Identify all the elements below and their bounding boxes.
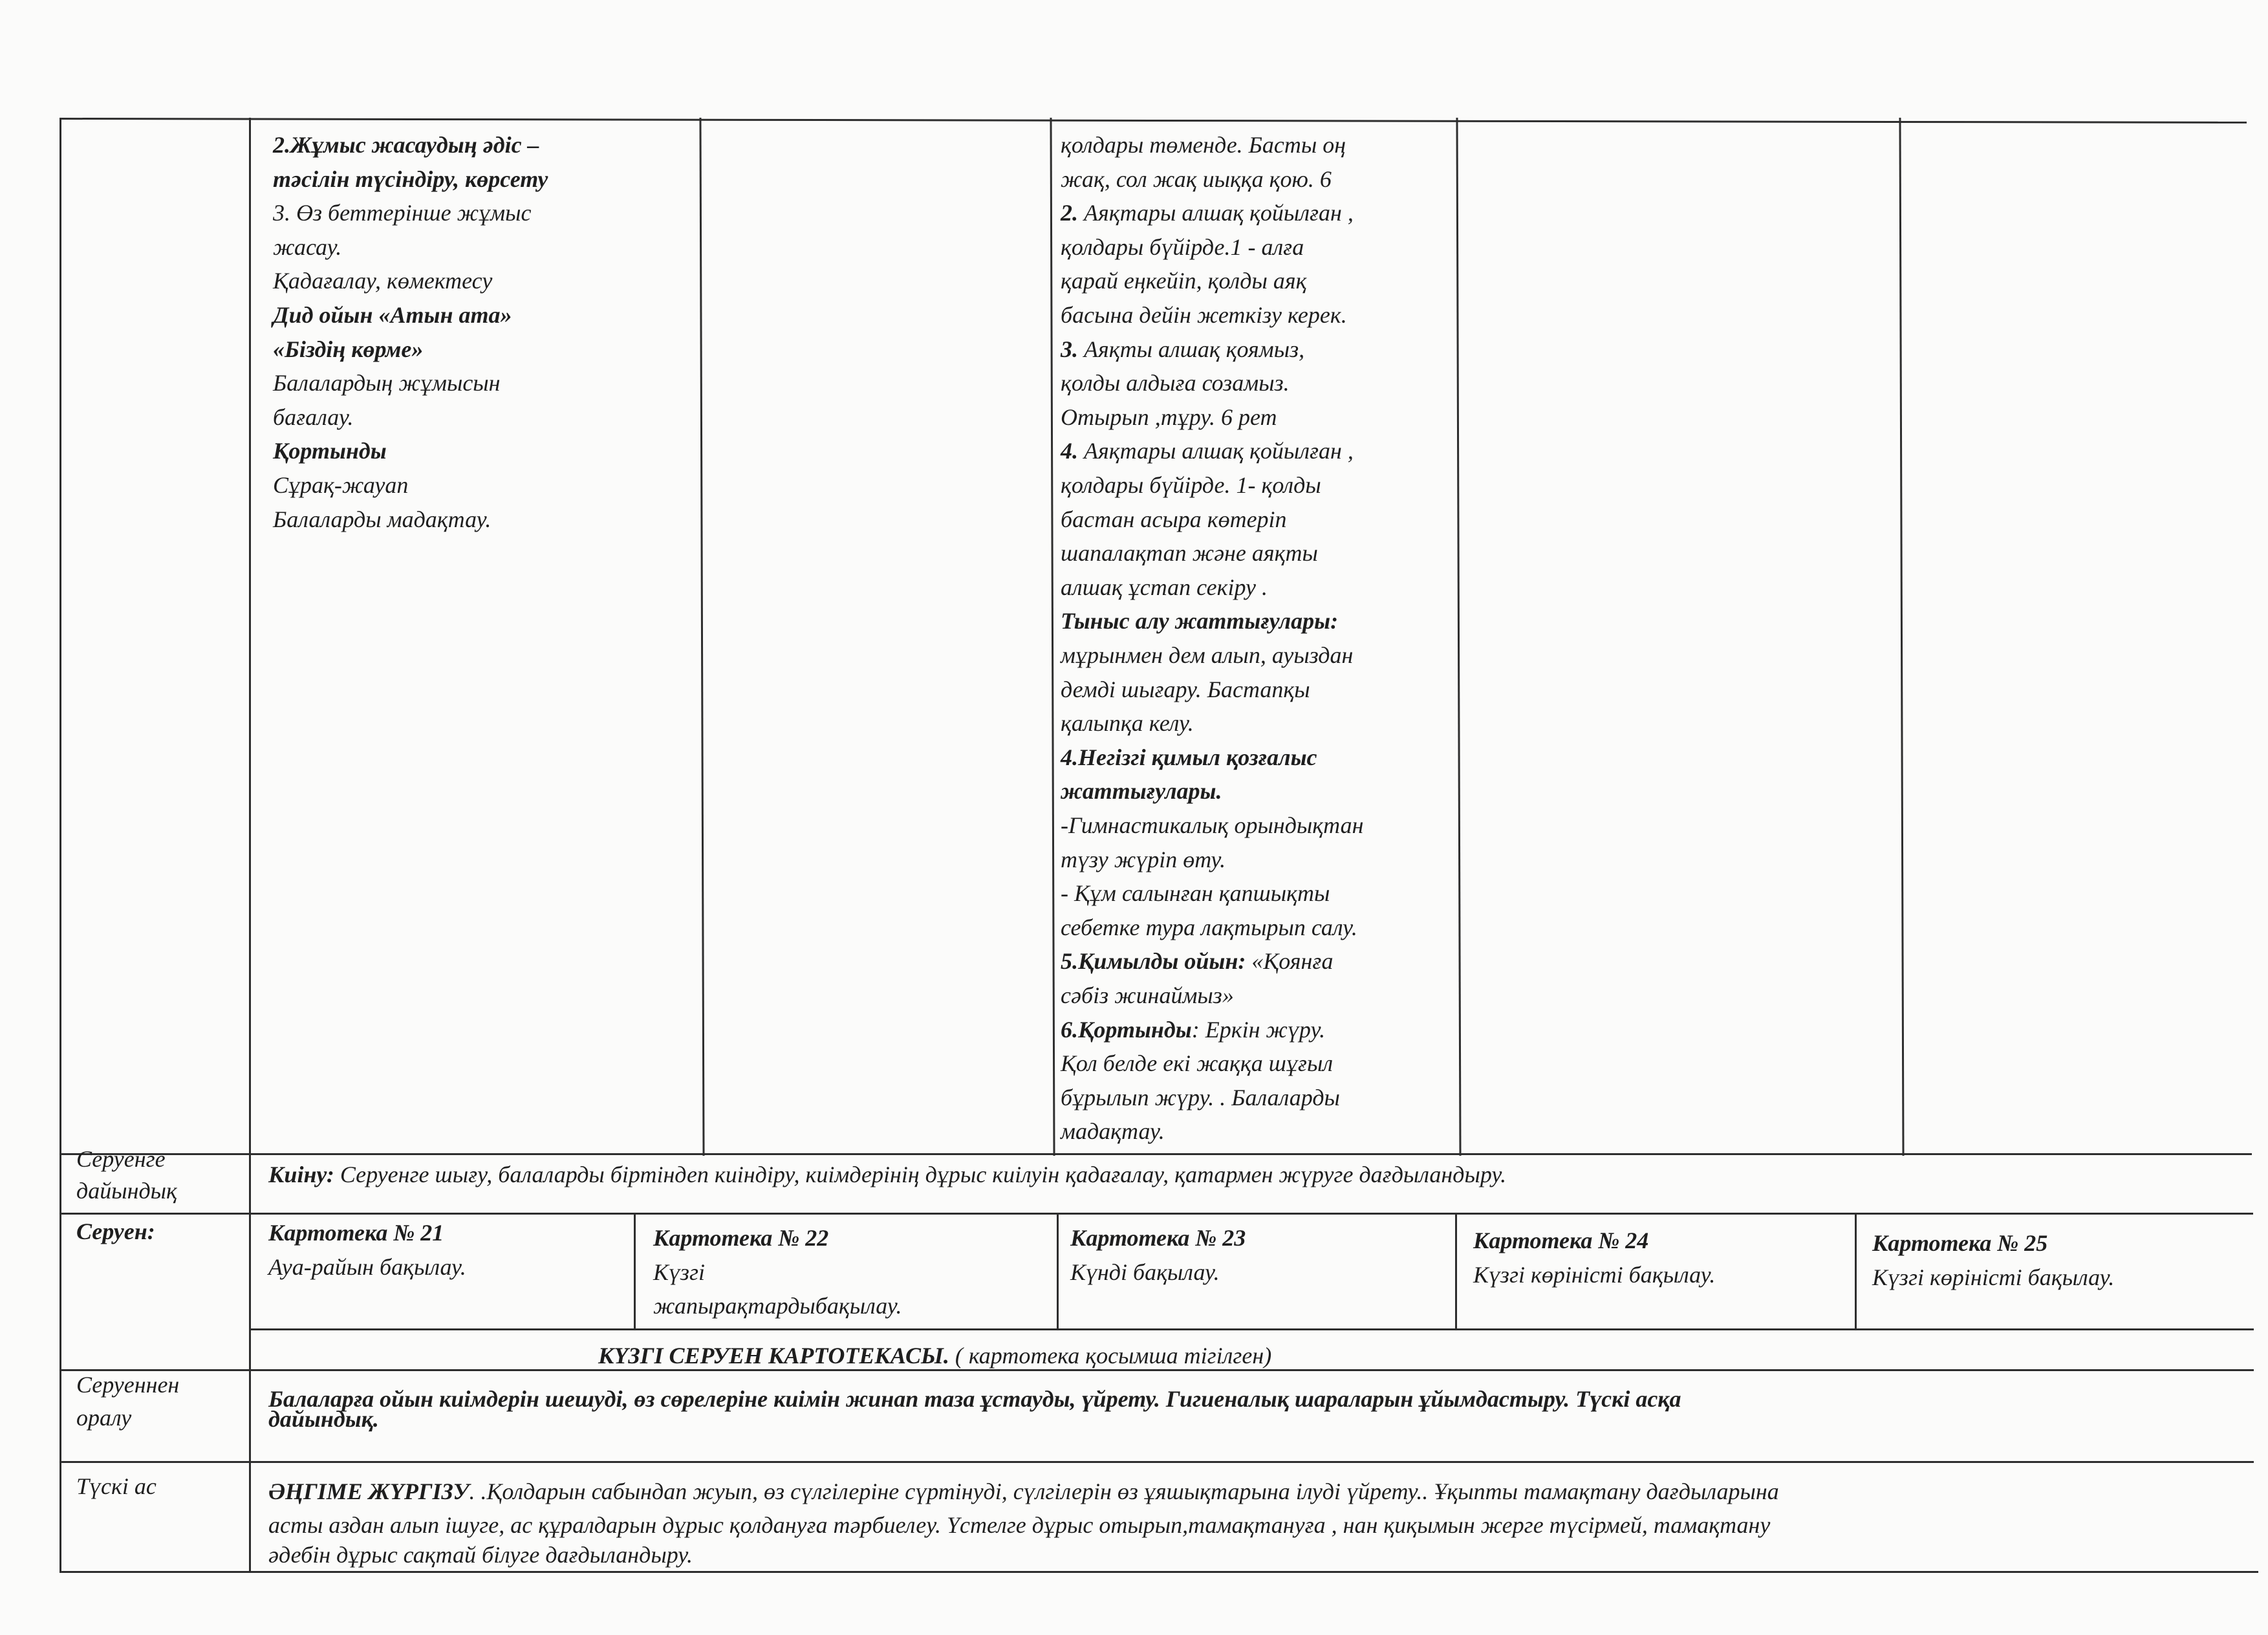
seruenge-rest: Серуенге шығу, балаларды біртіндеп киіндіру, киімдерінің дұрыс киілуін қадағалау, қатармен жүруге дағдыландыру. bbox=[334, 1162, 1507, 1187]
exercise-line-text: 6.Қортынды bbox=[1061, 1016, 1192, 1043]
seruen-label: Серуен: bbox=[76, 1218, 155, 1244]
card-23-title: Картотека № 23 bbox=[1070, 1225, 1246, 1251]
exercise-line bbox=[1061, 876, 1330, 911]
activity-line-text: тәсілін түсіндіру, көрсету bbox=[273, 166, 548, 192]
activity-line bbox=[273, 503, 491, 537]
return-line-1: Балаларға ойын киімдерін шешуді, өз сөрелеріне киімін жинап таза ұстауды, үйрету. Гигиеналық шараларын ұйымдастыру. Түскі асқа bbox=[268, 1386, 1681, 1412]
exercise-line bbox=[1061, 706, 1194, 741]
card-22-line-1: Күзгі bbox=[653, 1259, 705, 1285]
exercise-line-text: қолдары төменде. Басты оң bbox=[1061, 132, 1346, 158]
exercise-line-rest: : Еркін жүру. bbox=[1191, 1016, 1326, 1043]
activity-line bbox=[273, 298, 512, 332]
exercise-line bbox=[1061, 400, 1277, 435]
upper-divider-1 bbox=[699, 118, 704, 1156]
lunch-bold: ӘҢГІМЕ ЖҮРГІЗУ bbox=[268, 1478, 470, 1504]
activity-line bbox=[273, 196, 531, 230]
row-line-lunch bbox=[59, 1461, 2254, 1463]
exercise-line bbox=[1061, 298, 1347, 332]
exercise-line bbox=[1061, 230, 1304, 265]
exercise-line-text: қарай еңкейіп, қолды аяқ bbox=[1061, 268, 1307, 294]
activity-line-text: «Біздің көрме» bbox=[273, 336, 424, 362]
exercise-line bbox=[1061, 979, 1234, 1013]
exercise-line-text: Тыныс алу жаттығулары: bbox=[1061, 608, 1339, 634]
row-line-seruen bbox=[59, 1213, 2253, 1215]
exercise-line bbox=[1061, 196, 1354, 230]
card-21 bbox=[268, 1216, 466, 1284]
return-label-2: оралу bbox=[76, 1405, 132, 1431]
seruen-divider-4 bbox=[1855, 1213, 1857, 1329]
exercise-line bbox=[1061, 774, 1222, 808]
upper-divider-2 bbox=[1050, 118, 1055, 1156]
upper-divider-4 bbox=[1899, 118, 1904, 1156]
activity-line bbox=[273, 434, 387, 468]
exercise-line-text: демді шығару. Бастапқы bbox=[1061, 676, 1310, 702]
activity-line-text: Қортынды bbox=[273, 438, 387, 464]
exercise-line-text: 3. bbox=[1061, 336, 1078, 362]
exercise-line bbox=[1061, 1114, 1165, 1149]
exercise-line-text: -Гимнастикалық орындықтан bbox=[1061, 812, 1364, 838]
exercise-line bbox=[1061, 673, 1310, 707]
exercise-line-text: 4.Негізгі қимыл қозғалыс bbox=[1061, 744, 1317, 770]
lunch-line-2: асты аздан алып ішуге, ас құралдарын дұрыс қолдануға тәрбиелеу. Үстелге дұрыс отырып,тамақтануға , нан қиқымын жерге түсірмей, тамақтану bbox=[268, 1512, 1771, 1538]
exercise-line-text: 2. bbox=[1061, 200, 1078, 226]
card-22-title: Картотека № 22 bbox=[653, 1225, 829, 1251]
row-line-seruen-inner bbox=[249, 1328, 2254, 1330]
exercise-line bbox=[1061, 332, 1304, 367]
activity-line-text: Балаларды мадақтау. bbox=[273, 506, 491, 532]
card-24-title: Картотека № 24 bbox=[1473, 1228, 1649, 1253]
exercise-line-text: мұрынмен дем алып, ауыздан bbox=[1061, 642, 1354, 668]
exercise-line bbox=[1061, 536, 1318, 570]
exercise-line-text: түзу жүріп өту. bbox=[1061, 846, 1226, 872]
exercise-line-text: шапалақтап және аяқты bbox=[1061, 540, 1318, 567]
exercise-line-rest: Аяқтары алшақ қойылған , bbox=[1078, 438, 1354, 464]
card-23-line: Күнді бақылау. bbox=[1070, 1259, 1220, 1285]
exercise-line bbox=[1061, 128, 1346, 162]
exercise-line-text: бастан асыра көтеріп bbox=[1061, 506, 1287, 532]
activity-line-text: Дид ойын «Атын ата» bbox=[273, 302, 512, 328]
exercise-line-rest: Аяқтары алшақ қойылған , bbox=[1078, 200, 1354, 226]
activity-line bbox=[273, 332, 423, 367]
exercise-line-text: қолдары бүйірде.1 - алға bbox=[1061, 233, 1304, 260]
exercise-line-text: жақ, сол жақ иыққа қою. 6 bbox=[1061, 166, 1332, 192]
seruenge-text bbox=[268, 1158, 1506, 1192]
activity-line-text: бағалау. bbox=[273, 404, 354, 430]
table-border-left bbox=[59, 118, 61, 1573]
exercise-line-text: 4. bbox=[1061, 438, 1078, 464]
lunch-line-3: әдебін дұрыс сақтай білуге дағдыландыру. bbox=[268, 1542, 693, 1568]
exercise-line bbox=[1061, 944, 1333, 979]
exercise-line bbox=[1061, 911, 1357, 945]
card-22-line-2: жапырақтардыбақылау. bbox=[653, 1293, 902, 1319]
exercise-line-text: басына дейін жеткізу керек. bbox=[1061, 302, 1347, 328]
seruen-footer bbox=[598, 1339, 1271, 1373]
exercise-line bbox=[1061, 366, 1290, 400]
activity-line bbox=[273, 366, 501, 400]
row-line-seruenge bbox=[59, 1153, 2252, 1155]
exercise-line bbox=[1061, 434, 1354, 468]
exercise-line-text: қолды алдыға созамыз. bbox=[1061, 370, 1290, 396]
exercise-line-text: - Құм салынған қапшықты bbox=[1061, 880, 1330, 907]
activity-line bbox=[273, 264, 492, 298]
activity-line-text: жасау. bbox=[273, 233, 342, 260]
card-24 bbox=[1473, 1224, 1715, 1292]
activity-line bbox=[273, 128, 539, 162]
activity-line-text: Балалардың жұмысын bbox=[273, 370, 501, 396]
exercise-line bbox=[1061, 264, 1306, 298]
exercise-line-rest: Аяқты алшақ қоямыз, bbox=[1078, 336, 1305, 362]
card-25 bbox=[1872, 1226, 2114, 1294]
exercise-line bbox=[1061, 1081, 1340, 1115]
exercise-line-rest: «Қоянға bbox=[1246, 948, 1334, 975]
activity-line-text: Сұрақ-жауап bbox=[273, 472, 409, 498]
seruenge-label-1: Серуенге bbox=[76, 1146, 166, 1172]
exercise-line bbox=[1061, 1046, 1333, 1081]
lunch-line-1-rest: . .Қолдарын сабындап жуып, өз сүлгілеріне сүртінуді, сүлгілерін өз ұяшықтарына ілуді үйрету.. Ұқыпты тамақтану дағдыларына bbox=[469, 1478, 1779, 1504]
seruen-divider-1 bbox=[634, 1213, 636, 1329]
activity-line bbox=[273, 400, 354, 435]
exercise-line-text: қолдары бүйірде. 1- қолды bbox=[1061, 472, 1321, 498]
label-column-divider bbox=[249, 118, 251, 1573]
seruen-footer-rest: ( картотека қосымша тігілген) bbox=[949, 1343, 1272, 1369]
activity-line-text: 3. Өз беттерінше жұмыс bbox=[273, 200, 532, 226]
card-25-line: Күзгі көріністі бақылау. bbox=[1872, 1264, 2115, 1290]
exercise-line bbox=[1061, 741, 1317, 775]
exercise-line-text: Отырып ,тұру. 6 рет bbox=[1061, 404, 1277, 430]
exercise-line-text: сәбіз жинаймыз» bbox=[1061, 982, 1234, 1008]
card-22 bbox=[653, 1221, 902, 1323]
return-line-2: дайындық. bbox=[268, 1406, 379, 1432]
lunch-label: Түскі ас bbox=[76, 1473, 157, 1499]
exercise-line-text: қалыпқа келу. bbox=[1061, 710, 1194, 737]
exercise-line bbox=[1061, 808, 1363, 843]
exercise-line bbox=[1061, 162, 1332, 197]
table-border-top bbox=[59, 118, 2247, 124]
upper-divider-3 bbox=[1456, 118, 1461, 1156]
exercise-line bbox=[1061, 843, 1226, 877]
seruen-footer-bold: КҮЗГІ СЕРУЕН КАРТОТЕКАСЫ. bbox=[598, 1343, 949, 1369]
seruenge-label-2: дайындық bbox=[76, 1178, 177, 1204]
return-label-1: Серуеннен bbox=[76, 1372, 180, 1398]
seruenge-bold: Киіну: bbox=[268, 1162, 334, 1187]
exercise-line bbox=[1061, 503, 1287, 537]
activity-line-text: 2.Жұмыс жасаудың әдіс – bbox=[273, 132, 539, 158]
exercise-line-text: 5.Қимылды ойын: bbox=[1061, 948, 1246, 975]
exercise-line-text: жаттығулары. bbox=[1061, 778, 1222, 805]
seruen-divider-3 bbox=[1455, 1213, 1457, 1329]
card-21-title: Картотека № 21 bbox=[268, 1220, 444, 1246]
exercise-line-text: алшақ ұстап секіру . bbox=[1061, 574, 1268, 600]
exercise-line-text: бұрылып жүру. . Балаларды bbox=[1061, 1084, 1340, 1110]
exercise-line bbox=[1061, 604, 1338, 638]
exercise-line-text: Қол белде екі жаққа шұғыл bbox=[1061, 1050, 1334, 1077]
activity-line bbox=[273, 468, 408, 503]
exercise-line bbox=[1061, 468, 1321, 503]
activity-line bbox=[273, 162, 548, 197]
activity-line bbox=[273, 230, 341, 265]
exercise-line-text: мадақтау. bbox=[1061, 1118, 1165, 1145]
exercise-line bbox=[1061, 570, 1268, 605]
card-25-title: Картотека № 25 bbox=[1872, 1230, 2048, 1256]
seruen-divider-2 bbox=[1057, 1213, 1059, 1329]
lunch-line-1 bbox=[268, 1475, 1779, 1509]
card-23 bbox=[1070, 1221, 1246, 1289]
exercise-line bbox=[1061, 1013, 1325, 1047]
activity-line-text: Қадағалау, көмектесу bbox=[273, 268, 493, 294]
card-24-line: Күзгі көріністі бақылау. bbox=[1473, 1261, 1716, 1288]
card-21-line: Ауа-райын бақылау. bbox=[268, 1253, 466, 1280]
exercise-line-text: себетке тура лақтырып салу. bbox=[1061, 914, 1357, 940]
exercise-line bbox=[1061, 638, 1353, 673]
